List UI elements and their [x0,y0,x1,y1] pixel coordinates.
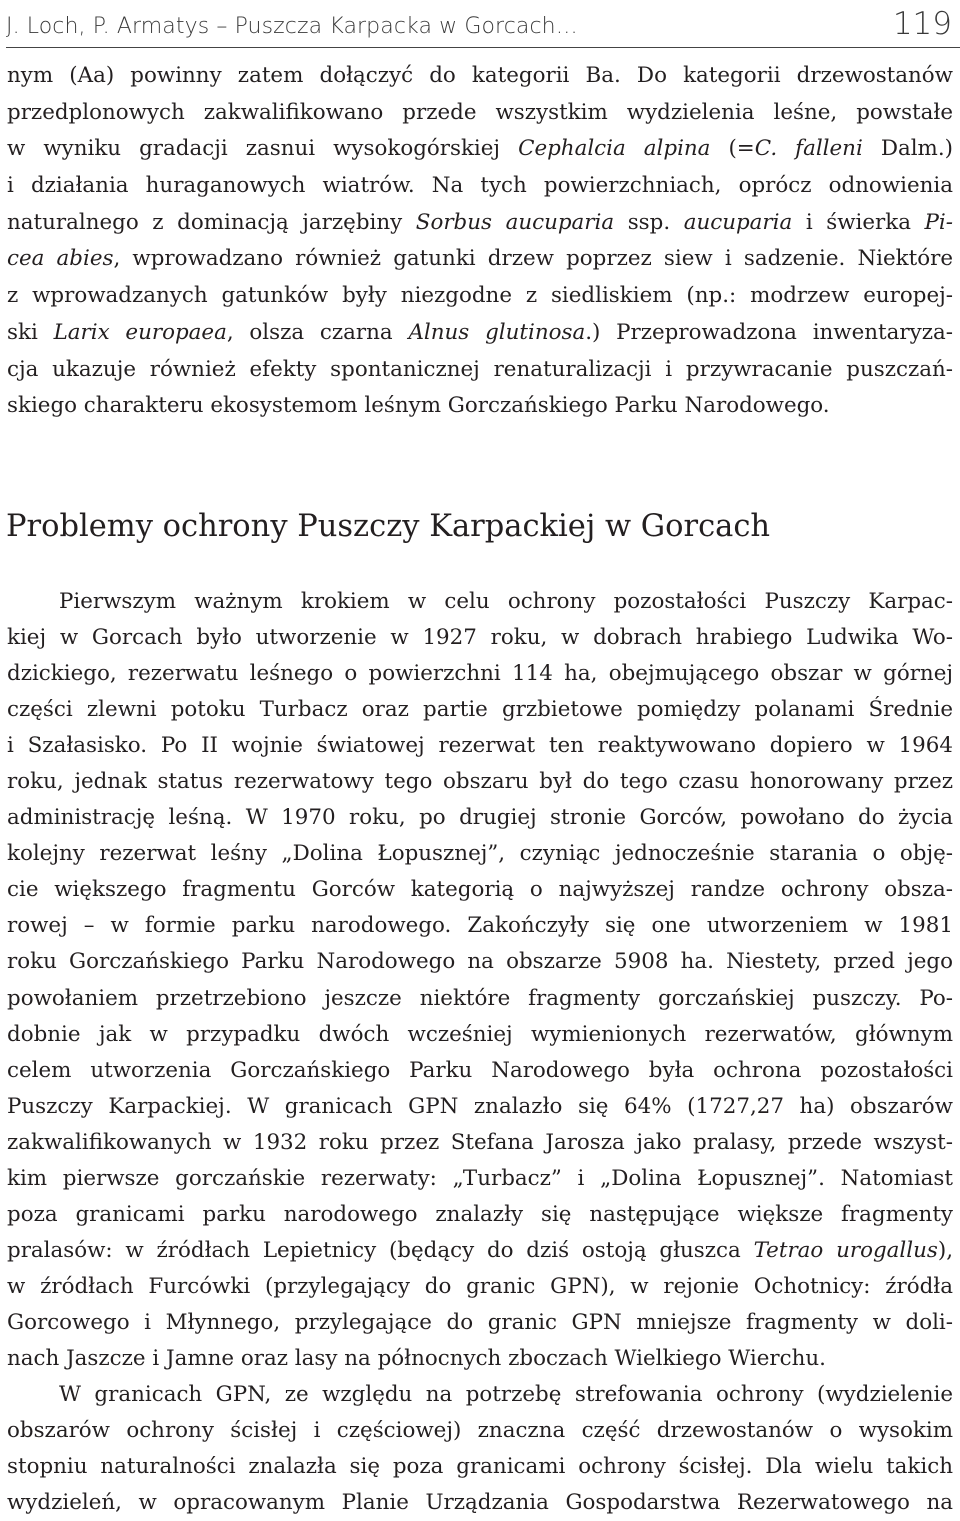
text-run: obszarów ochrony ścisłej i częściowej) znaczna część drzewostanów o wysokim [7,1418,953,1444]
text-run: zakwalifikowanych w 1932 roku przez Stefana Jarosza jako pralasy, przede wszyst- [7,1129,953,1155]
text-run: Gorcowego i Młynnego, przylegające do granic GPN mniejsze fragmenty w doli- [7,1309,953,1335]
italic-term: Sorbus aucuparia [415,209,615,235]
text-line [7,1125,953,1161]
italic-term: C. falleni [754,136,863,162]
text-line [7,278,953,315]
text-line [7,95,953,132]
text-run: w wyniku gradacji zasnui wysokogórskiej [7,136,519,162]
text-run: części zlewni potoku Turbacz oraz partie grzbietowe pomiędzy polanami Średnie [7,697,953,723]
text-run: kolejny rezerwat leśny „Dolina Łopusznej”, czyniąc jednocześnie starania o obję- [7,841,953,867]
continuation-paragraph [7,58,953,425]
text-run: nym (Aa) powinny zatem dołączyć do kategorii Ba. Do kategorii drzewostanów [7,63,953,88]
text-line [7,908,953,944]
header-rule [6,47,960,48]
text-run: powołaniem przetrzebiono jeszcze niektóre fragmenty gorczańskiej puszczy. Po- [7,985,953,1011]
text-run: przedplonowych zakwalifikowano przede wszystkim wydzielenia leśne, powstałe [7,99,953,125]
italic-term: Pi- [924,209,953,235]
text-line [7,58,953,95]
text-line [7,1449,953,1485]
text-run: poza granicami parku narodowego znalazły się następujące większe fragmenty [7,1201,953,1227]
text-run: administrację leśną. W 1970 roku, po drugiej stronie Gorców, powołano do życia [7,805,953,831]
text-line [7,131,953,168]
text-run: (= [710,136,755,162]
text-line [7,1197,953,1233]
text-run: roku Gorczańskiego Parku Narodowego na obszarze 5908 ha. Niestety, przed jego [7,949,953,975]
text-run: i Szałasisko. Po II wojnie światowej rezerwat ten reaktywowano dopiero w 1964 [7,733,953,759]
text-line [7,1053,953,1089]
text-run: rowej – w formie parku narodowego. Zakończyły się one utworzeniem w 1981 [7,913,953,939]
text-line [7,1269,953,1305]
text-run: w źródłach Furcówki (przylegający do granic GPN), w rejonie Ochotnicy: źródła [7,1273,953,1299]
text-run: z wprowadzanych gatunków były niezgodne z siedliskiem (np.: modrzew europej- [7,283,953,309]
text-line [7,388,953,425]
page-number: 119 [892,6,952,42]
text-line [7,872,953,908]
text-line [7,168,953,205]
text-line [7,620,953,656]
text-run: stopniu naturalności znalazła się poza granicami ochrony ścisłej. Dla wielu takich [7,1454,953,1480]
text-line [7,1233,953,1269]
text-run: cja ukazuje również efekty spontanicznej renaturalizacji i przywracanie puszczań- [7,356,953,382]
text-run: ), [937,1237,954,1263]
text-line [7,1485,953,1521]
text-run: skiego charakteru ekosystemom leśnym Gorczańskiego Parku Narodowego. [7,393,830,419]
text-run: W granicach GPN, ze względu na potrzebę strefowania ochrony (wydzielenie [59,1382,953,1408]
text-run: Puszczy Karpackiej. W granicach GPN znalazło się 64% (1727,27 ha) obszarów [7,1093,953,1119]
text-run: .) Przeprowadzona inwentaryza- [585,319,953,345]
text-line [7,836,953,872]
text-run: , olsza czarna [226,319,409,345]
text-line [7,656,953,692]
text-run: nach Jaszcze i Jamne oraz lasy na północnych zboczach Wielkiego Wierchu. [7,1345,826,1371]
text-run: kim pierwsze gorczańskie rezerwaty: „Turbacz” i „Dolina Łopusznej”. Natomiast [7,1165,953,1191]
text-line [7,1377,953,1413]
text-run: dzickiego, rezerwatu leśnego o powierzchni 114 ha, obejmującego obszar w górnej [7,661,953,687]
italic-term: Alnus glutinosa [408,319,586,345]
italic-term: cea abies [7,246,114,272]
text-line [7,800,953,836]
section-body [7,584,953,1521]
text-run: ssp. [614,209,684,235]
text-run: Dalm.) [862,136,953,162]
italic-term: Tetrao urogallus [753,1237,938,1263]
text-line [7,944,953,980]
text-line [7,205,953,242]
text-line [7,315,953,352]
text-run: kiej w Gorcach było utworzenie w 1927 roku, w dobrach hrabiego Ludwika Wo- [7,625,953,651]
text-run: pralasów: w źródłach Lepietnicy (będący do dziś ostoją głuszca [7,1237,754,1263]
text-run: i świerka [792,209,925,235]
text-line [7,1341,953,1377]
text-line [7,352,953,389]
running-title: J. Loch, P. Armatys – Puszcza Karpacka w Gorcach… [6,14,578,39]
text-line [7,1161,953,1197]
italic-term: Cephalcia alpina [518,136,711,162]
text-line [7,241,953,278]
text-run: naturalnego z dominacją jarzębiny [7,209,416,235]
text-line [7,1413,953,1449]
text-line [7,1089,953,1125]
text-line [7,584,953,620]
text-run: Pierwszym ważnym krokiem w celu ochrony pozostałości Puszczy Karpac- [59,589,953,614]
text-line [7,1017,953,1053]
text-line [7,692,953,728]
text-run: dobnie jak w przypadku dwóch wcześniej wymienionych rezerwatów, głównym [7,1021,953,1047]
text-run: i działania huraganowych wiatrów. Na tych powierzchniach, oprócz odnowienia [7,173,953,199]
text-line [7,981,953,1017]
text-line [7,764,953,800]
text-run: cie większego fragmentu Gorców kategorią o najwyższej randze ochrony obsza- [7,877,953,903]
text-run: , wprowadzano również gatunki drzew poprzez siew i sadzenie. Niektóre [113,246,953,272]
section-heading: Problemy ochrony Puszczy Karpackiej w Gorcach [6,509,771,544]
text-run: ski [7,319,54,345]
text-run: roku, jednak status rezerwatowy tego obszaru był do tego czasu honorowany przez [7,769,953,795]
text-run: wydzieleń, w opracowanym Planie Urządzania Gospodarstwa Rezerwatowego na [7,1490,953,1516]
text-line [7,1305,953,1341]
italic-term: Larix europaea [53,319,227,345]
italic-term: aucuparia [683,209,793,235]
text-line [7,728,953,764]
text-run: celem utworzenia Gorczańskiego Parku Narodowego była ochrona pozostałości [7,1057,953,1083]
